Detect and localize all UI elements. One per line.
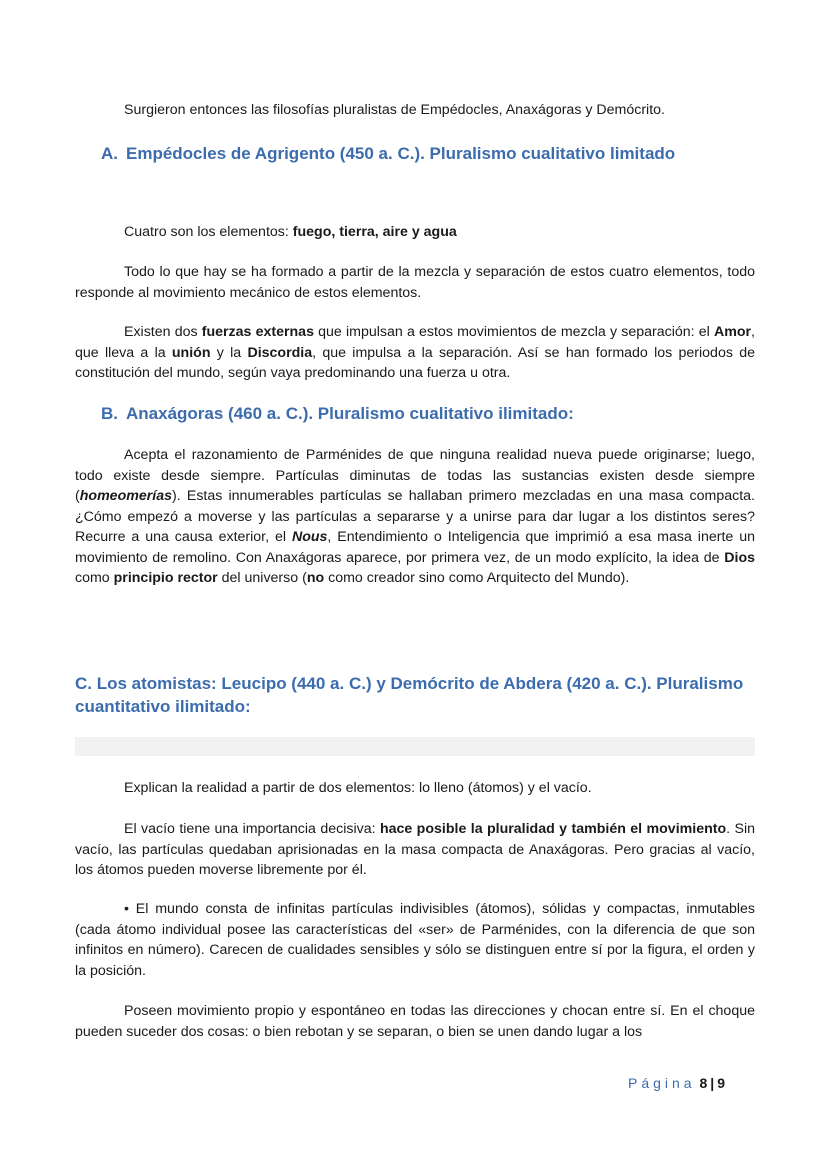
bold-amor: Amor [713,324,752,340]
text-span: que impulsan a estos movimientos de mezcla y separación: el [313,324,714,340]
bold-italic-homeomerias: homeomerías [79,488,172,504]
section-c-paragraph-2 [75,819,755,881]
text-span: y la [210,344,248,361]
text-span: , que lleva a la [75,324,755,361]
section-c-paragraph-3: • El mundo consta de infinitas partículas indivisibles (átomos), sólidas y compactas, inmutables (cada átomo individual posee las características del «ser» de Parménides, con la diferencia de que son infinitos en número). Carecen de cualidades sensibles y sólo se distinguen entre sí por la figura, el orden y la posición. [75,901,755,979]
bold-union: unión [171,344,211,361]
section-b-paragraph-1 [75,445,755,589]
section-a-paragraph-2: Todo lo que hay se ha formado a partir de la mezcla y separación de estos cuatro elementos, todo responde al movimiento mecánico de estos elementos. [75,264,755,301]
section-c-heading: C. Los atomistas: Leucipo (440 a. C.) y Demócrito de Abdera (420 a. C.). Pluralismo cuantitativo ilimitado: [75,674,744,716]
page-footer [628,1075,725,1091]
text-span: como [75,570,114,586]
text-span: del universo ( [217,570,307,586]
section-b-heading [101,403,574,425]
page-number: 8 [699,1075,708,1091]
text-span: , Entendimiento o Inteligencia que imprimió a esa masa inerte un movimiento de remolino. Con Anaxágoras aparece, por primera vez, de un modo explícito, la idea de [75,529,755,566]
page-total: 9 [717,1075,725,1091]
bold-principio-rector: principio rector [113,570,218,586]
text-span: ). Estas innumerables partículas se hallaban primero mezcladas en una masa compacta. ¿Cómo empezó a moverse y las partículas a separarse y a unirse para dar lugar a los distintos seres? Recurre a una causa exterior, el [75,488,755,545]
section-c-paragraph-1: Explican la realidad a partir de dos elementos: lo lleno (átomos) y el vacío. [124,780,592,796]
section-a-paragraph-3 [75,322,755,384]
shaded-band [75,737,755,756]
bold-italic-nous: Nous [291,529,328,545]
bold-fuerzas-externas: fuerzas externas [201,324,314,340]
text-span: Existen dos [124,324,202,340]
section-c-paragraph-4: Poseen movimiento propio y espontáneo en todas las direcciones y chocan entre sí. En el choque pueden suceder dos cosas: o bien rebotan y se separan, o bien se unen dando lugar a los [75,1003,755,1040]
section-a-heading [101,143,676,165]
intro-paragraph: Surgieron entonces las filosofías pluralistas de Empédocles, Anaxágoras y Demócrito. [124,102,665,118]
bold-dios: Dios [724,549,755,566]
text-span: , que impulsa a la separación. Así se han formado los periodos de constitución del mundo, según vaya predominando una fuerza u otra. [75,344,755,381]
section-b-marker: B. [101,404,118,423]
bold-elements: fuego, tierra, aire y agua [292,224,457,240]
text-span: Cuatro son los elementos: [124,224,293,240]
page-separator: | [710,1075,715,1091]
section-a-marker: A. [101,144,118,163]
text-span: . Sin vacío, las partículas quedaban aprisionadas en la masa compacta de Anaxágoras. Pero gracias al vacío, los átomos pueden moverse libremente por él. [75,821,755,878]
page-label: Página [628,1075,696,1091]
bold-pluralidad-movimiento: hace posible la pluralidad y también el movimiento [379,821,727,837]
section-a-title: Empédocles de Agrigento (450 a. C.). Pluralismo cualitativo limitado [126,144,676,163]
text-span: El vacío tiene una importancia decisiva: [124,821,380,837]
section-a-paragraph-1 [75,222,755,243]
text-span: como creador sino como Arquitecto del Mundo). [324,570,630,586]
bold-discordia: Discordia [247,344,313,361]
section-b-title: Anaxágoras (460 a. C.). Pluralismo cualitativo ilimitado: [126,404,574,423]
text-span: Acepta el razonamiento de Parménides de que ninguna realidad nueva puede originarse; luego, todo existe desde siempre. Partículas diminutas de todas las sustancias existen desde siempre ( [75,447,755,504]
bold-no: no [306,570,325,586]
